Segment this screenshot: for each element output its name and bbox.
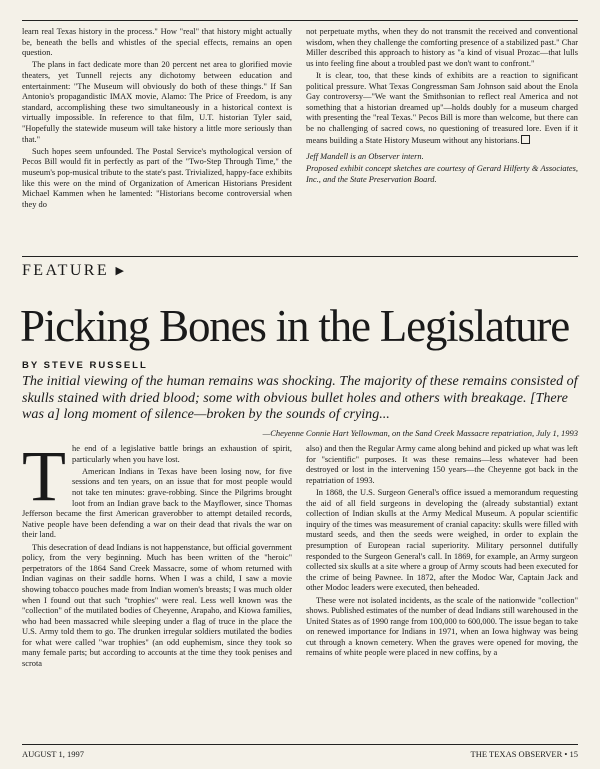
paragraph: This desecration of dead Indians is not happenstance, but official government policy, from the very beginning. Much has been written of the "heroic" perpetrators of the 1864 Sand Creek Massacre, some of whom returned with Indian vaginas on their saddle horns. When I was a child, I saw a movie showing tobacco pouches made from Indian women's breasts; I was much older when I found out that such "trophies" were real. Less well known was the "collection" of the mutilated bodies of Cheyenne, Arapaho, and Kiowa families, who had been massacred while sleeping under a flag of truce in the place the U.S. Army told them to go. The drunken irregular soldiers mutilated the bodies for what were called "war trophies" (an odd euphemism, since they took so many female parts; but according to accounts at the time they took penises and scrota	[22, 542, 292, 669]
footer-publication-page: THE TEXAS OBSERVER • 15	[470, 749, 578, 759]
paragraph-last	[306, 71, 578, 146]
paragraph: The plans in fact dedicate more than 20 percent net area to glorified movie theaters, yet Tunnell rejects any dichotomy between education and entertainment: "The Museum will obviously do both of these things." If San Antonio's propagandistic IMAX movie, Alamo: The Price of Freedom, is any standard, accomplishing these two simultaneously in a historical context is virtually impossible. In reference to that film, U.T. historian Tyler said, "Hopefully the statewide museum will take history a little more seriously than that."	[22, 60, 292, 144]
kicker-arrow-icon: ▶	[115, 265, 127, 277]
prev-article-column-1	[22, 27, 292, 212]
article-headline: Picking Bones in the Legislature	[20, 301, 569, 351]
prev-article-column-2	[306, 27, 578, 187]
kicker-label: FEATURE	[22, 262, 110, 279]
paragraph: American Indians in Texas have been losing now, for five sessions and ten years, on an issue that for most people would not take ten minutes: grave-robbing. Since the Pilgrims brought loot from an Indian grave back to the Mayflower, since Thomas Jefferson became the first American graverobber to attempt detailed records, Native people have been defending a war on their dead that rivals the war on their land.	[22, 466, 292, 540]
paragraph: learn real Texas history in the process." How "real" that history might actually be, beneath the bells and whistles of the special effects, remains an open question.	[22, 27, 292, 58]
paragraph: Such hopes seem unfounded. The Postal Service's mythological version of Pecos Bill would fit in perfectly as part of the "Two-Step Through Time," the museum's pop-musical tribute to the state's past. Trivialized, happy-face exhibits like this were on the mind of Organization of American Historians President Michael Kammen when he lamented: "Historians become controversial when they do	[22, 146, 292, 209]
paragraph-text: he end of a legislative battle brings an exhaustion of spirit, particularly when you have lost.	[72, 444, 292, 464]
article-column-1	[22, 436, 292, 671]
paragraph: not perpetuate myths, when they do not transmit the received and conventional wisdom, when they challenge the comforting presence of a stabilized past." Char Miller described this approach to history as "a kind of visual Prozac—that lulls us into feeling fine about a troubled past we don't want to confront."	[306, 27, 578, 68]
footer-rule	[22, 744, 578, 745]
drop-cap: T	[22, 436, 66, 516]
section-divider	[22, 256, 578, 257]
paragraph: These were not isolated incidents, as the scale of the nationwide "collection" shows. Published estimates of the number of dead Indians still warehoused in the United States as of 1990 range from 100,000 to 600,000. The issue began to take on renewed importance for Indians in 1971, when an Iowa highway was being cut through a known cemetery. When the graves were opened for moving, the remains of white people were placed in new coffins, by a	[306, 595, 578, 658]
epigraph: The initial viewing of the human remains was shocking. The majority of these remains consisted of skulls stained with dried blood; some with obvious bullet holes and others with breakage. [There was a] long moment of silence—broken by the sounds of crying...	[22, 373, 578, 422]
section-kicker	[22, 262, 126, 280]
image-credit: Proposed exhibit concept sketches are courtesy of Gerard Hilferty & Associates, Inc., and the State Preservation Board.	[306, 164, 578, 184]
top-rule	[22, 20, 578, 21]
epigraph-attribution: —Cheyenne Connie Hart Yellowman, on the Sand Creek Massacre repatriation, July 1, 1993	[262, 428, 578, 438]
byline: BY STEVE RUSSELL	[22, 360, 148, 371]
footer-date: AUGUST 1, 1997	[22, 749, 84, 759]
paragraph-text: It is clear, too, that these kinds of exhibits are a reaction to significant political pressure. What Texas Congressman Sam Johnson said about the Enola Gay controversy—"We want the Smithsonian to reflect real America and not something that a historian dreamed up"—holds doubly for a museum charged with presenting the "real Texas." Pecos Bill is more than welcome, but there can be no challenging of sacred cows, no questioning of treasured lore. Even if it means building a State History Museum without any historians.	[306, 70, 578, 145]
author-note: Jeff Mandell is an Observer intern.	[306, 152, 424, 162]
paragraph: In 1868, the U.S. Surgeon General's office issued a memorandum requesting the aid of all field surgeons in developing the (already substantial) extant collection of Indian skulls at the Army Medical Museum. A popular scientific inquiry of the times was measurement of cranial capacity: skulls were filled with mustard seeds, and then the seeds were weighed, in order to explain the presumption of European racial superiority. Military personnel dutifully responded to the Surgeon General's call. In 1869, for example, an Army surgeon collected six skulls at a site where a group of Army scouts had been executed for the crime of being Pawnee. In 1872, after the Modoc War, Captain Jack and other Modoc leaders were executed, then beheaded.	[306, 487, 578, 593]
paragraph: also) and then the Regular Army came along behind and picked up what was left for "scientific" purposes. It was these remains—less whatever had been destroyed or lost in the intervening 150 years—the Cheyenne got back in the repatriation of 1993.	[306, 444, 578, 485]
end-mark-icon	[521, 135, 530, 144]
article-column-2	[306, 444, 578, 661]
